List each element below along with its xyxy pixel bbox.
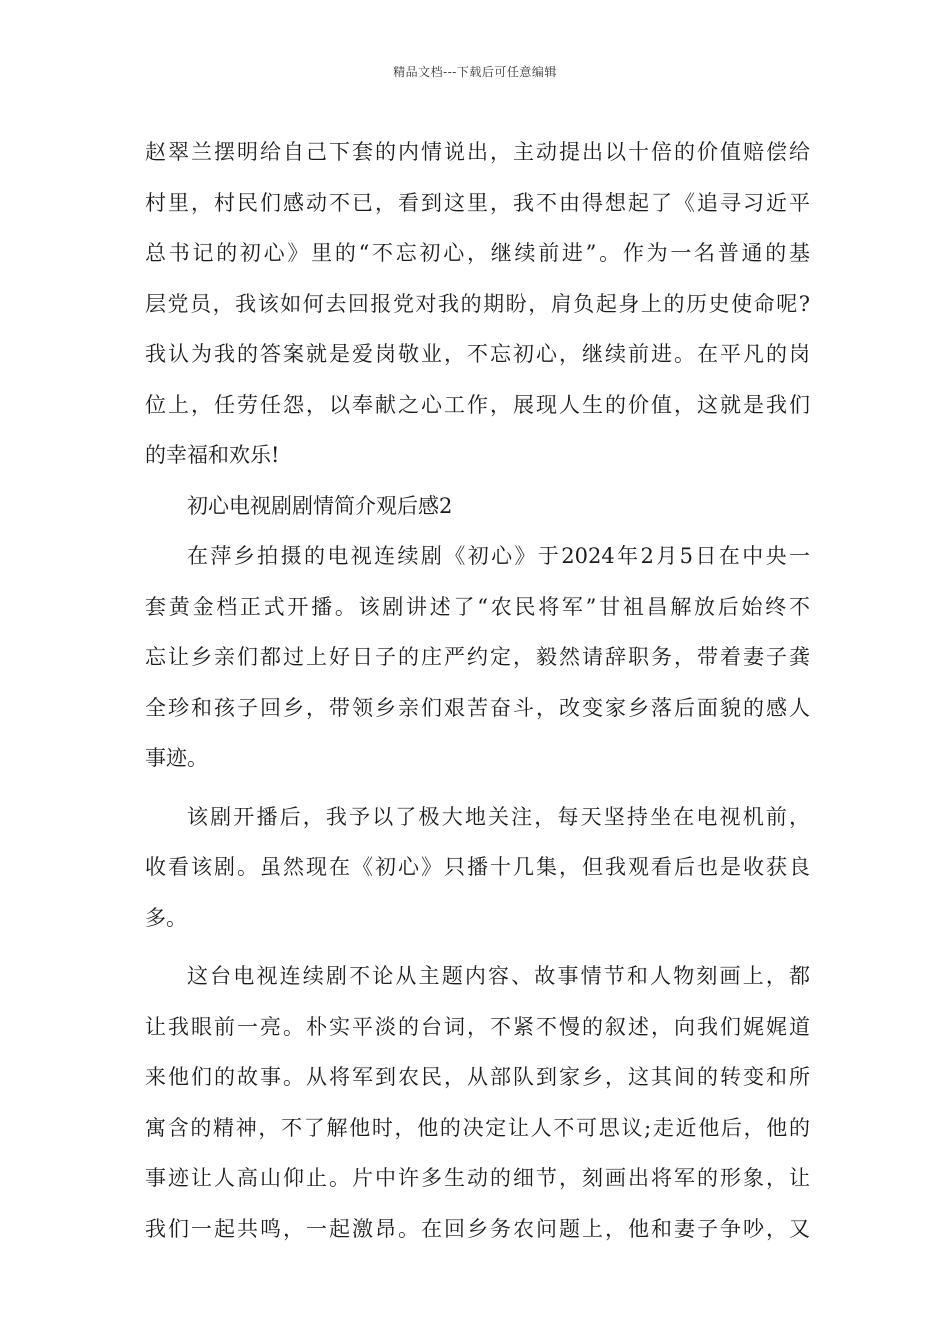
- text-line: 这台电视连续剧不论从主题内容、故事情节和人物刻画上，都: [187, 964, 810, 988]
- text-line: 的幸福和欢乐!: [145, 443, 280, 467]
- paragraph: [145, 792, 810, 944]
- text-line: 在萍乡拍摄的电视连续剧《初心》于2024年2月5日在中央一: [187, 544, 810, 568]
- text-line: 收看该剧。虽然现在《初心》只播十几集，但我观看后也是收获良: [145, 855, 810, 879]
- section-heading: [145, 481, 810, 532]
- text-line: 事迹。: [145, 746, 208, 770]
- text-line: 赵翠兰摆明给自己下套的内情说出，主动提出以十倍的价值赔偿给: [145, 140, 810, 164]
- text-line: 让我眼前一亮。朴实平淡的台词，不紧不慢的叙述，向我们娓娓道: [145, 1014, 810, 1039]
- paragraph-gap: [145, 784, 810, 792]
- paragraph: [145, 531, 810, 784]
- text-line: 套黄金档正式开播。该剧讲述了“农民将军”甘祖昌解放后始终不: [145, 594, 810, 619]
- text-line: 层党员，我该如何去回报党对我的期盼，肩负起身上的历史使命呢?: [145, 291, 810, 316]
- text-line: 全珍和孩子回乡，带领乡亲们艰苦奋斗，改变家乡落后面貌的感人: [145, 695, 810, 720]
- text-line: 位上，任劳任怨，以奉献之心工作，展现人生的价值，这就是我们: [145, 392, 810, 417]
- text-line: 我认为我的答案就是爱岗敬业，不忘初心，继续前进。在平凡的岗: [145, 342, 810, 366]
- paragraph-gap: [145, 943, 810, 951]
- text-line: 事迹让人高山仰止。片中许多生动的细节，刻画出将军的形象，让: [145, 1166, 810, 1190]
- text-line: 我们一起共鸣，一起激昂。在回乡务农问题上，他和妻子争吵，又: [145, 1216, 810, 1241]
- text-line: 来他们的故事。从将军到农民，从部队到家乡，这其间的转变和所: [145, 1065, 810, 1089]
- text-line: 忘让乡亲们都过上好日子的庄严约定，毅然请辞职务，带着妻子龚: [145, 645, 810, 669]
- text-line: 寓含的精神，不了解他时，他的决定让人不可思议;走近他后，他的: [145, 1115, 810, 1140]
- page-header: 精品文档---下载后可任意编辑: [393, 65, 557, 79]
- text-line: 村里，村民们感动不已，看到这里，我不由得想起了《追寻习近平: [145, 190, 810, 215]
- text-line: 总书记的初心》里的“不忘初心，继续前进”。作为一名普通的基: [145, 241, 810, 265]
- paragraph: [145, 951, 810, 1254]
- paragraph: [145, 127, 810, 481]
- document-body: [145, 127, 810, 1254]
- text-line: 该剧开播后，我予以了极大地关注，每天坚持坐在电视机前，: [187, 804, 810, 829]
- heading-line: 初心电视剧剧情简介观后感2: [187, 493, 453, 518]
- text-line: 多。: [145, 905, 187, 930]
